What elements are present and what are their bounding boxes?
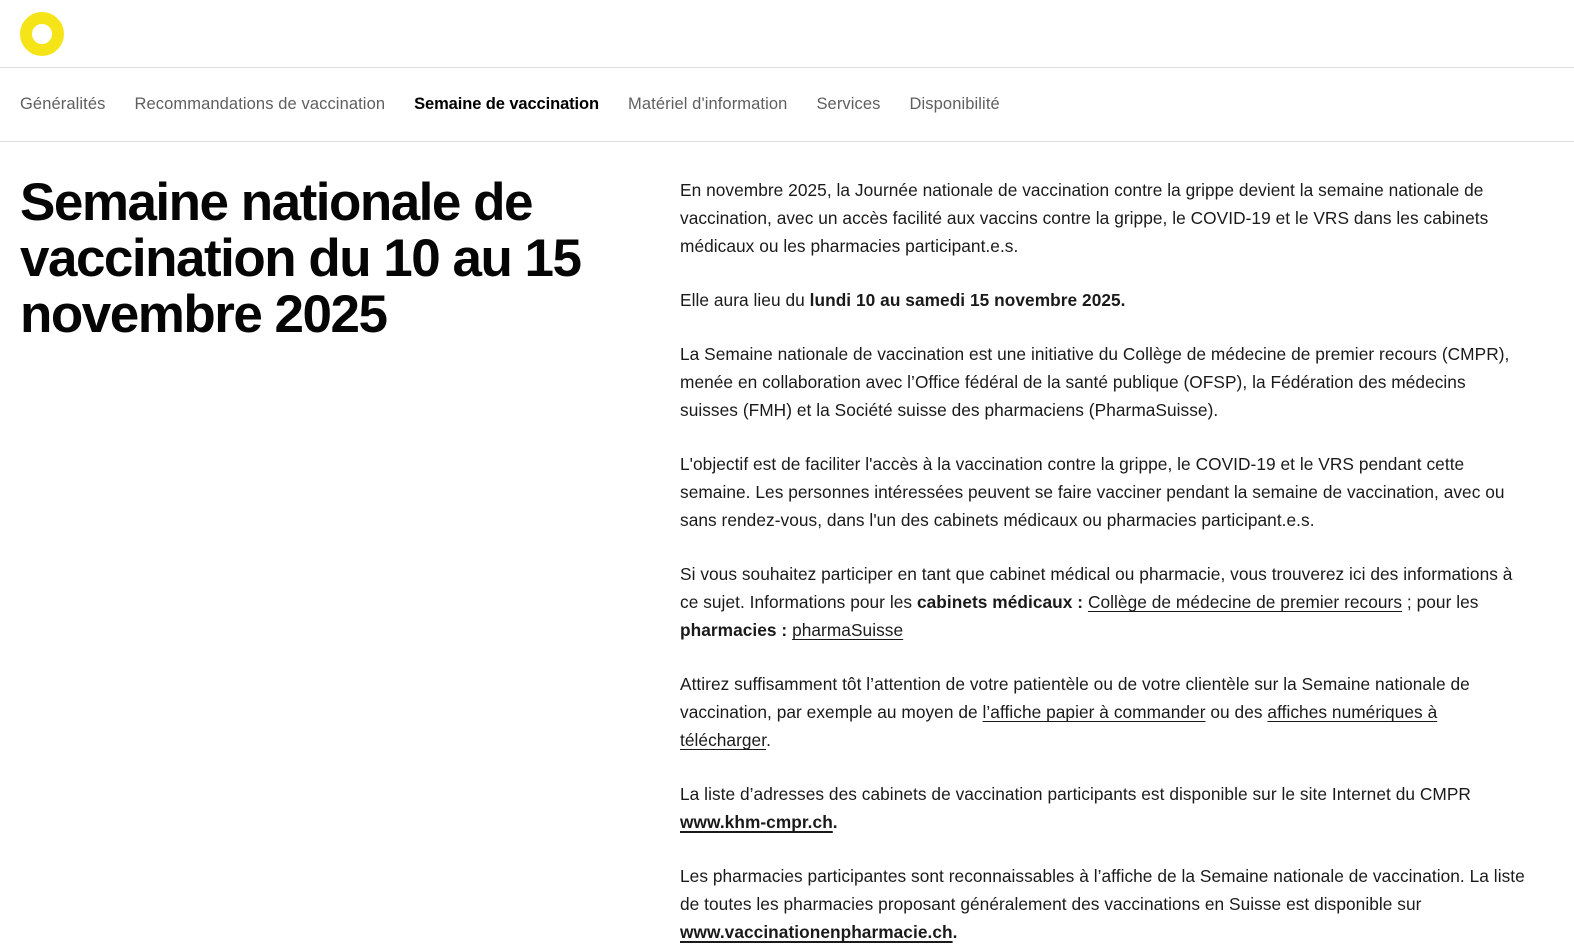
link-affiche-papier-a-commander[interactable]: l’affiche papier à commander: [982, 702, 1206, 723]
paragraph-liste-pharmacies-tail: .: [952, 922, 958, 943]
nav-list: [20, 96, 1000, 113]
main-content: [0, 142, 1574, 946]
paragraph-affiches-lead: Attirez suffisamment tôt l’attention de votre patientèle ou de votre clientèle sur la Semaine nationale de vaccination, par exemple au moyen de: [680, 674, 1470, 723]
link-affiches-numeriques-a-telecharger[interactable]: affiches numériques à télécharger: [680, 702, 1438, 751]
paragraph-liste-pharmacies: [680, 862, 1525, 946]
nav-item-recommandations[interactable]: Recommandations de vaccination: [134, 95, 386, 114]
nav-item-semaine-de-vaccination[interactable]: Semaine de vaccination: [414, 95, 600, 114]
paragraph-intro: [680, 176, 1525, 260]
paragraph-participer-lead: Si vous souhaitez participer en tant que cabinet médical ou pharmacie, vous trouverez ici des informations à ce sujet. Informations pour les: [680, 564, 1513, 613]
paragraph-liste-cabinets-lead: La liste d’adresses des cabinets de vaccination participants est disponible sur le site Internet du CMPR: [680, 784, 1471, 805]
paragraph-initiative: [680, 340, 1525, 424]
title-column: [20, 175, 680, 344]
nav-item-disponibilite[interactable]: Disponibilité: [909, 95, 1000, 114]
article-column: [680, 175, 1525, 946]
paragraph-dates-lead: Elle aura lieu du: [680, 290, 810, 311]
link-college-medecine-premier-recours[interactable]: Collège de médecine de premier recours: [1087, 592, 1403, 613]
link-vaccinationenpharmacie[interactable]: www.vaccinationenpharmacie.ch: [680, 922, 953, 943]
paragraph-liste-cabinets-tail: .: [832, 812, 838, 833]
site-header: [0, 0, 1574, 68]
paragraph-participer: [680, 560, 1525, 644]
paragraph-liste-pharmacies-lead: Les pharmacies participantes sont reconnaissables à l’affiche de la Semaine nationale de vaccination. La liste de toutes les pharmacies proposant généralement des vaccinations en Suisse est disponible sur: [680, 866, 1525, 915]
link-pharmasuisse[interactable]: pharmaSuisse: [792, 620, 904, 641]
paragraph-dates-bold: lundi 10 au samedi 15 novembre 2025.: [809, 290, 1126, 311]
nav-item-materiel-information[interactable]: Matériel d'information: [628, 95, 788, 114]
nav-item-services[interactable]: Services: [816, 95, 881, 114]
nav-item-generalites[interactable]: Généralités: [20, 95, 106, 114]
main-navigation: [0, 68, 1574, 142]
label-cabinets-medicaux: cabinets médicaux :: [916, 592, 1084, 613]
page-title: Semaine nationale de vaccination du 10 au 15 novembre 2025: [20, 173, 581, 345]
paragraph-objectif: [680, 450, 1525, 534]
paragraph-initiative-text: La Semaine nationale de vaccination est une initiative du Collège de médecine de premier recours (CMPR), menée en collaboration avec l’Office fédéral de la santé publique (OFSP), la Fédération des médecins suisses (FMH) et la Société suisse des pharmaciens (PharmaSuisse).: [680, 344, 1510, 421]
paragraph-participer-mid: ; pour les: [1406, 592, 1479, 613]
paragraph-affiches-mid: ou des: [1210, 702, 1268, 723]
ring-logo-icon[interactable]: [20, 12, 64, 56]
paragraph-objectif-text: L'objectif est de faciliter l'accès à la vaccination contre la grippe, le COVID-19 et le VRS pendant cette semaine. Les personnes intéressées peuvent se faire vacciner pendant la semaine de vaccination, avec ou sans rendez-vous, dans l'un des cabinets médicaux ou pharmacies participant.e.s.: [680, 454, 1505, 531]
paragraph-affiches-tail: .: [766, 730, 771, 751]
paragraph-dates: [680, 286, 1525, 314]
paragraph-liste-cabinets: [680, 780, 1525, 836]
link-khm-cmpr[interactable]: www.khm-cmpr.ch: [680, 812, 833, 833]
label-pharmacies: pharmacies :: [680, 620, 788, 641]
paragraph-intro-text: En novembre 2025, la Journée nationale de vaccination contre la grippe devient la semaine nationale de vaccination, avec un accès facilité aux vaccins contre la grippe, le COVID-19 et le VRS dans les cabinets médicaux ou les pharmacies participant.e.s.: [680, 180, 1489, 257]
paragraph-affiches: [680, 670, 1525, 754]
